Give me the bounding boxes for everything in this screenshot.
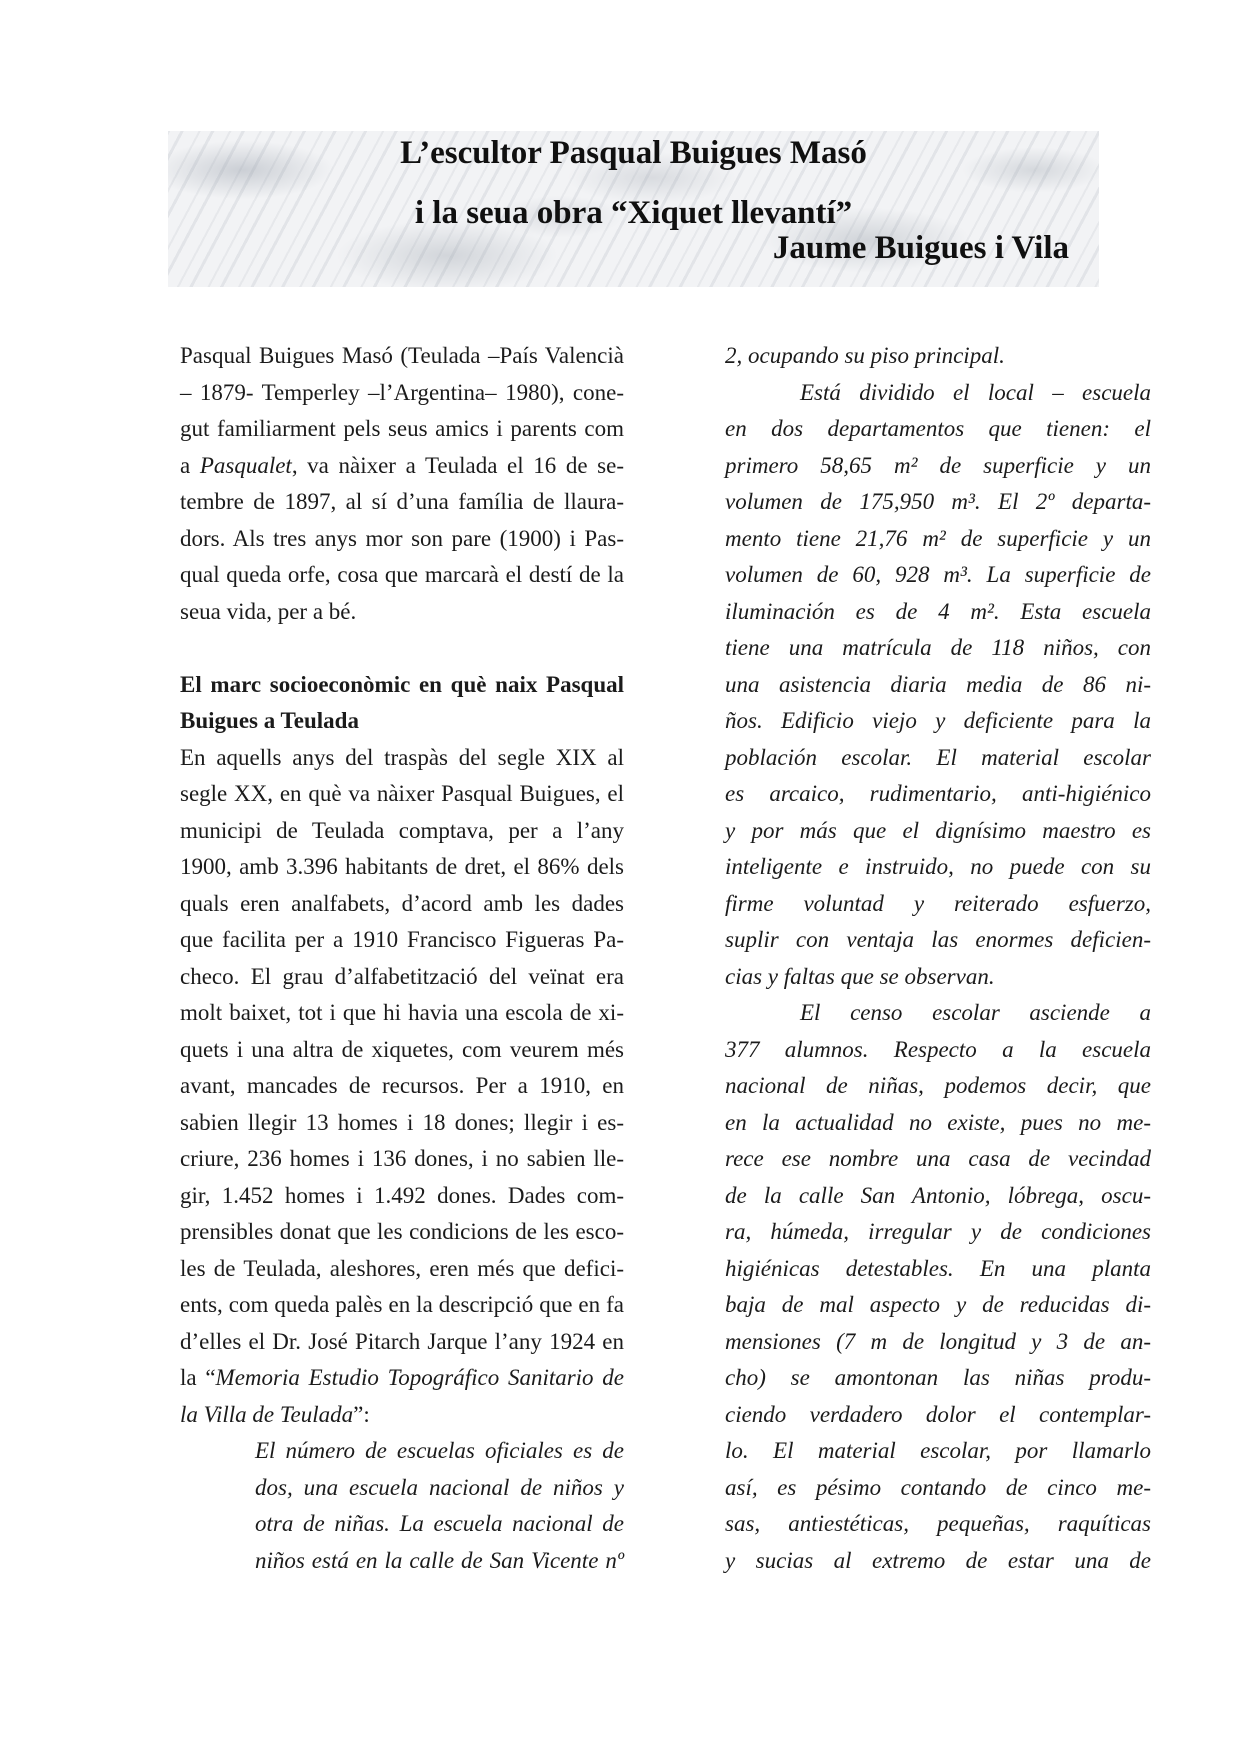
text-line: firme voluntad y reiterado esfuerzo, xyxy=(725,890,1151,916)
text-line: El censo escolar asciende a xyxy=(800,1000,1151,1025)
text-line: población escolar. El material escolar xyxy=(725,744,1151,770)
text-line: y por más que el dignísimo maestro es xyxy=(725,817,1151,843)
text-line: avant, mancades de recursos. Per a 1910, en xyxy=(180,1073,624,1098)
paragraph-block xyxy=(180,338,624,630)
text-line: primero 58,65 m² de superficie y un xyxy=(725,452,1151,478)
text-line: iluminación es de 4 m². Esta escuela xyxy=(725,598,1151,624)
text-line: higiénicas detestables. En una planta xyxy=(725,1255,1151,1281)
quote-block xyxy=(255,1433,624,1579)
text-line: 2, ocupando su piso principal. xyxy=(725,343,1005,368)
text-line: ra, húmeda, irregular y de condiciones xyxy=(725,1219,1151,1244)
text-line: suplir con ventaja las enormes deficien- xyxy=(725,927,1151,952)
text-line: criure, 236 homes i 136 dones, i no sabien lle- xyxy=(180,1146,624,1171)
text-line: gut familiarment pels seus amics i parents com xyxy=(180,416,624,441)
text-line: en dos departamentos que tienen: el xyxy=(725,416,1151,441)
text-line: ciendo verdadero dolor el contemplar- xyxy=(725,1401,1151,1427)
text-line: tembre de 1897, al sí d’una família de llaura- xyxy=(180,489,624,514)
quote-block xyxy=(725,995,1151,1579)
article-author: Jaume Buigues i Vila xyxy=(772,230,1069,266)
text-line: y sucias al extremo de estar una de xyxy=(725,1547,1151,1573)
text-line: rece ese nombre una casa de vecindad xyxy=(725,1146,1151,1171)
text-line: sas, antiestéticas, pequeñas, raquíticas xyxy=(725,1511,1151,1536)
text-line: lo. El material escolar, por llamarlo xyxy=(725,1438,1151,1463)
text-line: a Pasqualet, va nàixer a Teulada el 16 de se- xyxy=(180,452,624,478)
text-line: la Villa de Teulada”: xyxy=(180,1401,370,1427)
text-line: inteligente e instruido, no puede con su xyxy=(725,854,1151,879)
text-line: así, es pésimo contando de cinco me- xyxy=(725,1474,1151,1500)
text-line: nacional de niñas, podemos decir, que xyxy=(725,1073,1151,1098)
left-column xyxy=(180,338,624,1579)
text-line: dos, una escuela nacional de niños y xyxy=(255,1474,624,1500)
text-line: quals eren analfabets, d’acord amb les dades xyxy=(180,890,624,916)
text-line: El marc socioeconòmic en què naix Pasqual xyxy=(180,671,624,697)
text-line: 377 alumnos. Respecto a la escuela xyxy=(725,1036,1151,1062)
text-line: checo. El grau d’alfabetització del veïnat era xyxy=(180,963,624,989)
title-banner xyxy=(168,131,1099,287)
text-line: mento tiene 21,76 m² de superficie y un xyxy=(725,525,1151,551)
article-title-line2: i la seua obra “Xiquet llevantí” xyxy=(414,195,853,231)
text-line: volumen de 175,950 m³. El 2º departa- xyxy=(725,489,1151,514)
text-line: mensiones (7 m de longitud y 3 de an- xyxy=(725,1328,1151,1354)
text-line: – 1879- Temperley –l’Argentina– 1980), cone- xyxy=(180,379,624,405)
article-title-line1: L’escultor Pasqual Buigues Masó xyxy=(400,135,867,171)
text-line: seua vida, per a bé. xyxy=(180,598,357,624)
text-line: Buigues a Teulada xyxy=(180,708,359,733)
quote-block xyxy=(725,338,1151,375)
quote-block xyxy=(725,375,1151,996)
text-line: municipi de Teulada comptava, per a l’any xyxy=(180,817,624,843)
text-line: baja de mal aspecto y de reducidas di- xyxy=(725,1292,1151,1317)
text-line: tiene una matrícula de 118 niños, con xyxy=(725,635,1151,660)
text-line: volumen de 60, 928 m³. La superficie de xyxy=(725,562,1151,587)
text-line: otra de niñas. La escuela nacional de xyxy=(255,1511,624,1536)
text-line: dors. Als tres anys mor son pare (1900) i Pas- xyxy=(180,525,624,551)
text-line: que facilita per a 1910 Francisco Figueras Pa- xyxy=(180,927,624,952)
text-line: El número de escuelas oficiales es de xyxy=(255,1438,624,1463)
text-line: sabien llegir 13 homes i 18 dones; llegir i es- xyxy=(180,1109,624,1135)
right-column xyxy=(725,338,1151,1579)
text-line: les de Teulada, aleshores, eren més que defici- xyxy=(180,1255,624,1281)
text-line: de la calle San Antonio, lóbrega, oscu- xyxy=(725,1182,1151,1208)
text-line: Está dividido el local – escuela xyxy=(800,379,1151,405)
text-line: en la actualidad no existe, pues no me- xyxy=(725,1109,1151,1135)
heading-block xyxy=(180,667,624,740)
text-line: cho) se amontonan las niñas produ- xyxy=(725,1365,1151,1390)
text-line: d’elles el Dr. José Pitarch Jarque l’any 1924 en xyxy=(180,1328,624,1354)
text-line: gir, 1.452 homes i 1.492 dones. Dades com- xyxy=(180,1182,624,1208)
text-line: molt baixet, tot i que hi havia una escola de xi- xyxy=(180,1000,624,1025)
text-line: una asistencia diaria media de 86 ni- xyxy=(725,671,1151,697)
text-line: niños está en la calle de San Vicente nº xyxy=(255,1547,624,1573)
text-line: Pasqual Buigues Masó (Teulada –País Valencià xyxy=(180,343,624,368)
text-line: la “Memoria Estudio Topográfico Sanitario de xyxy=(180,1365,624,1390)
text-line: ents, com queda palès en la descripció que en fa xyxy=(180,1292,624,1317)
text-line: En aquells anys del traspàs del segle XIX al xyxy=(180,744,624,770)
text-line: qual queda orfe, cosa que marcarà el destí de la xyxy=(180,562,624,587)
text-line: ños. Edificio viejo y deficiente para la xyxy=(725,708,1151,733)
text-line: prensibles donat que les condicions de les esco- xyxy=(180,1219,624,1244)
text-line: segle XX, en què va nàixer Pasqual Buigues, el xyxy=(180,781,624,806)
text-line: quets i una altra de xiquetes, com veurem més xyxy=(180,1036,624,1062)
paragraph-block xyxy=(180,740,624,1434)
text-line: 1900, amb 3.396 habitants de dret, el 86% dels xyxy=(180,854,624,879)
text-line: es arcaico, rudimentario, anti-higiénico xyxy=(725,781,1151,806)
text-line: cias y faltas que se observan. xyxy=(725,963,995,989)
